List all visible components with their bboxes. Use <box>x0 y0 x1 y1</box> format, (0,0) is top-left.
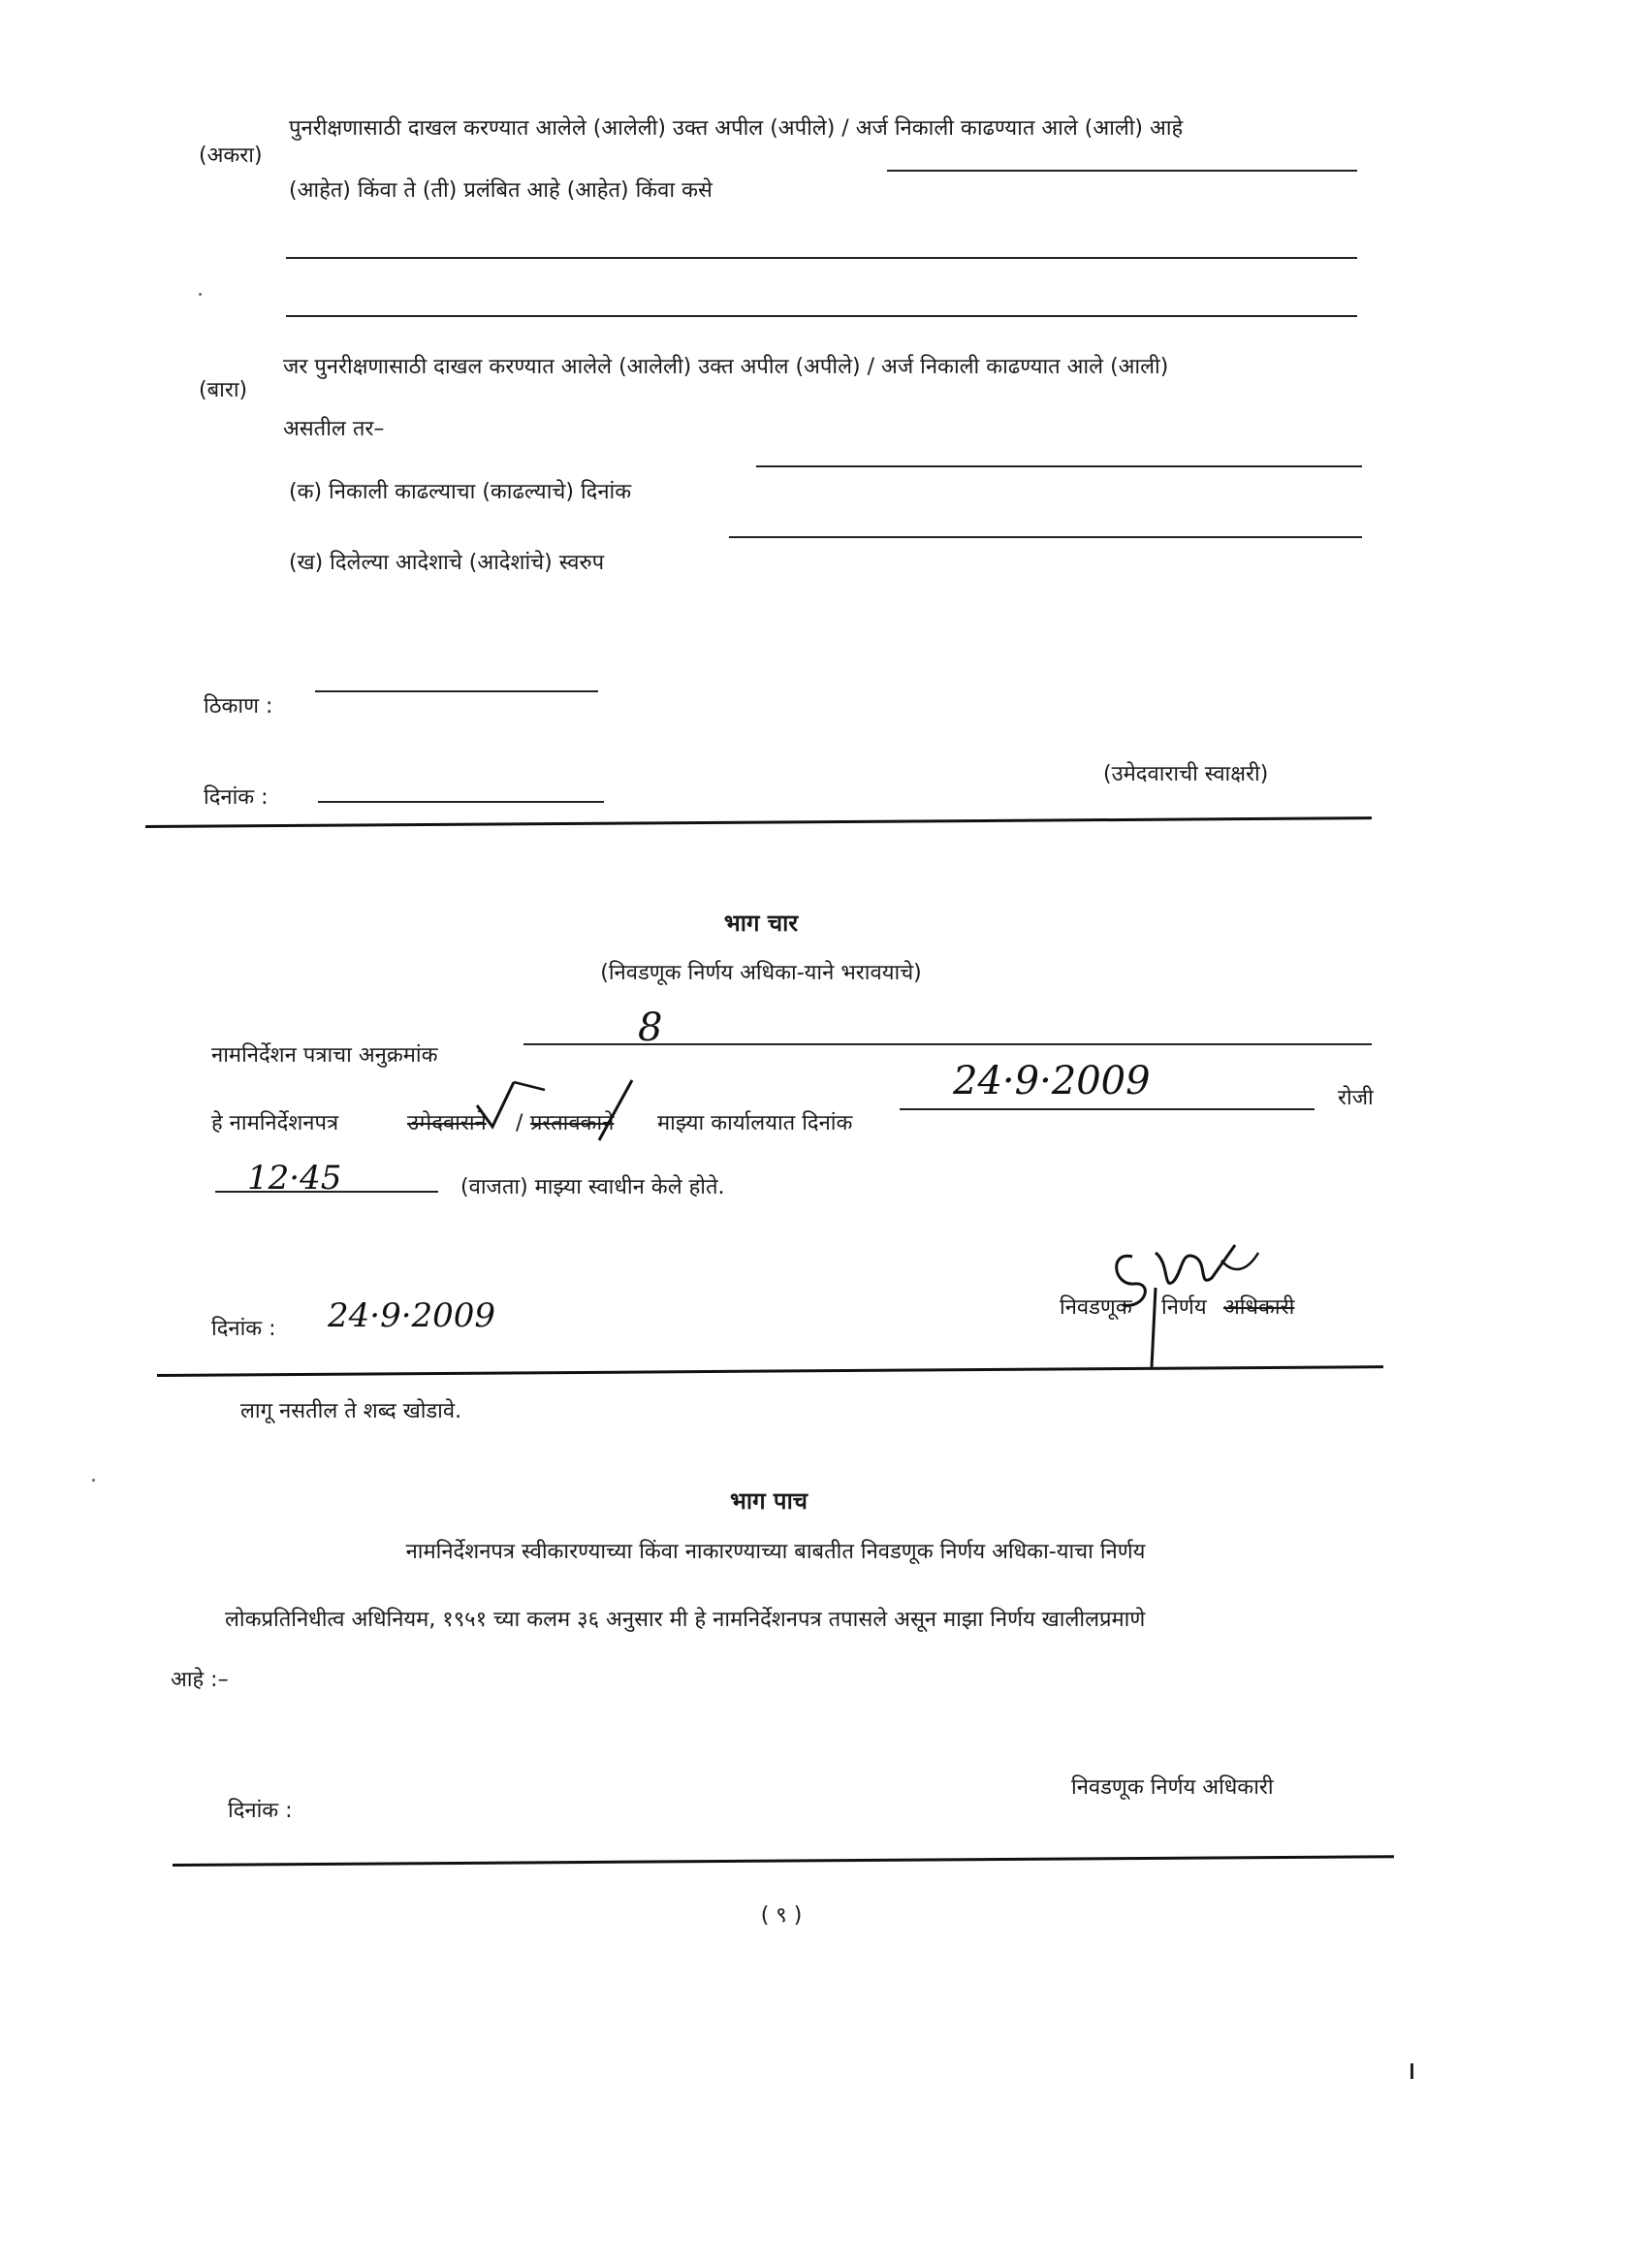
item-12-number: (बारा) <box>199 378 248 402</box>
disposal-date-line <box>756 465 1362 467</box>
officer-title-a: निवडणूक <box>1060 1295 1132 1320</box>
part5-date-label: दिनांक : <box>228 1799 293 1823</box>
struck-option-candidate: उमेदवाराने <box>407 1111 487 1135</box>
part5-heading: भाग पाच <box>729 1487 808 1515</box>
serial-number-value: 8 <box>638 1006 663 1050</box>
item-12-text-line2: असतील तर– <box>283 417 385 441</box>
item-11-text-line1: पुनरीक्षणासाठी दाखल करण्यात आलेले (आलेली) उक्त अपील (अपीले) / अर्ज निकाली काढण्यात आले (आली) आहे <box>289 116 1184 141</box>
item-11-answer-line-2 <box>286 257 1357 259</box>
item-12-text-line1: जर पुनरीक्षणासाठी दाखल करण्यात आलेले (आलेली) उक्त अपील (अपीले) / अर्ज निकाली काढण्यात आले (आली) <box>283 355 1169 379</box>
part3-date-label: दिनांक : <box>204 785 269 810</box>
part4-heading: भाग चार <box>723 910 799 937</box>
order-nature-line <box>729 536 1362 538</box>
submission-date-line <box>900 1108 1315 1110</box>
scan-speck <box>92 1479 95 1482</box>
serial-number-label: नामनिर्देशन पत्राचा अनुक्रमांक <box>211 1043 438 1068</box>
part5-officer-title: निवडणूक निर्णय अधिकारी <box>1071 1775 1274 1800</box>
part5-body-line2: आहे :– <box>171 1668 229 1692</box>
strike-through-mark <box>475 1076 553 1144</box>
officer-title-b: निर्णय <box>1161 1295 1207 1320</box>
struck-option-proposer: प्रस्तावकाने <box>530 1111 615 1135</box>
part3-date-line <box>318 801 604 803</box>
scan-speck <box>1410 2063 1413 2079</box>
part5-subheading: नामनिर्देशनपत्र स्वीकारण्याच्या किंवा नाकारण्याच्या बाबतीत निवडणूक निर्णय अधिका-याचा निर्णय <box>405 1540 1146 1564</box>
candidate-signature-caption: (उमेदवाराची स्वाक्षरी) <box>1103 762 1269 786</box>
strike-slash-mark <box>591 1078 640 1146</box>
option-separator: / <box>516 1111 523 1135</box>
part4-subheading: (निवडणूक निर्णय अधिका-याने भरावयाचे) <box>600 961 922 985</box>
item-11-answer-line-1 <box>887 170 1357 172</box>
time-handwritten: 12·45 <box>247 1159 342 1198</box>
part4-line2-start: हे नामनिर्देशनपत्र <box>211 1111 339 1135</box>
item-11-text-line2: (आहेत) किंवा ते (ती) प्रलंबित आहे (आहेत) किंवा कसे <box>289 178 713 203</box>
page-number: ( ९ ) <box>760 1903 803 1928</box>
place-line <box>315 690 598 692</box>
item-12-sub-k: (क) निकाली काढल्याचा (काढल्याचे) दिनांक <box>289 480 632 504</box>
item-12-sub-kh: (ख) दिलेल्या आदेशाचे (आदेशांचे) स्वरुप <box>289 551 605 575</box>
footnote: लागू नसतील ते शब्द खोडावे. <box>240 1399 462 1423</box>
item-11-number: (अकरा) <box>199 144 263 168</box>
part4-date-label: दिनांक : <box>211 1317 276 1341</box>
part5-body-line1: लोकप्रतिनिधीत्व अधिनियम, १९५१ च्या कलम ३६ अनुसार मी हे नामनिर्देशनपत्र तपासले असून माझा निर्णय खालीलप्रमाणे <box>225 1608 1146 1632</box>
part4-date-handwritten: 24·9·2009 <box>328 1296 496 1335</box>
item-11-answer-line-3 <box>286 315 1357 317</box>
place-label: ठिकाण : <box>204 694 273 719</box>
part4-line2-end: माझ्या कार्यालयात दिनांक <box>657 1111 853 1135</box>
section-divider-part5 <box>173 1855 1394 1867</box>
officer-title-c-struck: अधिकारी <box>1223 1295 1295 1320</box>
part4-line3-end: (वाजता) माझ्या स्वाधीन केले होते. <box>460 1175 725 1199</box>
scan-speck <box>199 293 202 296</box>
section-divider-part3 <box>145 816 1372 828</box>
roji-label: रोजी <box>1338 1086 1374 1110</box>
section-divider-part4 <box>157 1365 1383 1377</box>
submission-date-handwritten: 24·9·2009 <box>953 1059 1151 1103</box>
